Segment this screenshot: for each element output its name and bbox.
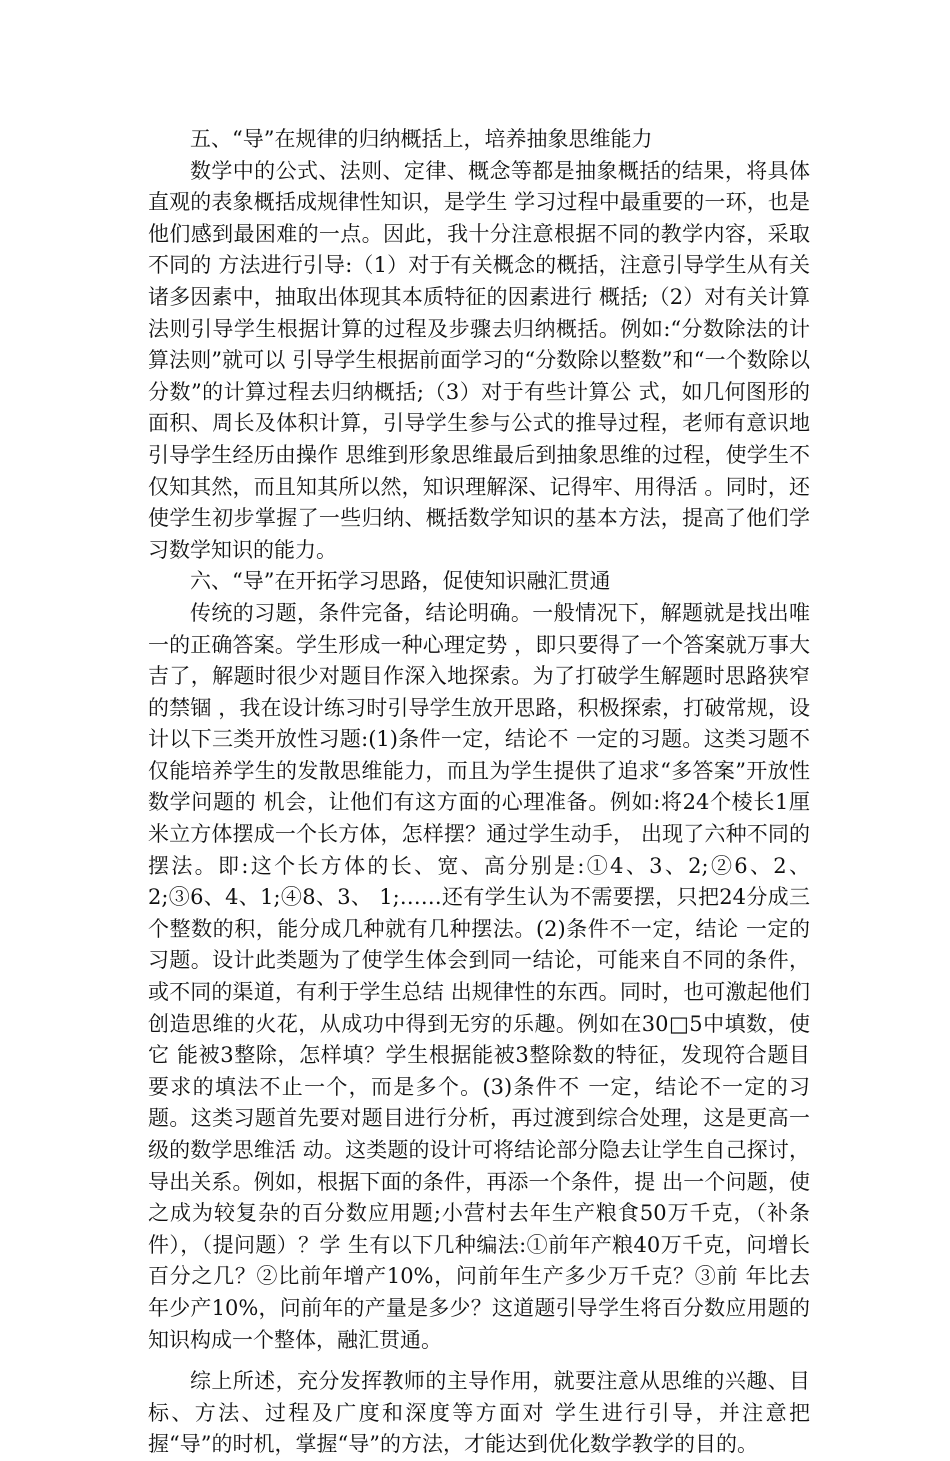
- section-6-paragraph: 传统的习题，条件完备，结论明确。一般情况下，解题就是找出唯一的正确答案。学生形成一种心理定势 ，即只要得了一个答案就万事大吉了，解题时很少对题目作深入地探索。为了打破学生解题时思路狭窄的禁锢 ，我在设计练习时引导学生放开思路，积极探索，打破常规，设计以下三类开放性习题:(1)条件一定，结论不 一定的习题。这类习题不仅能培养学生的发散思维能力，而且为学生提供了追求“多答案”开放性数学问题的 机会，让他们有这方面的心理准备。例如:将24个棱长1厘米立方体摆成一个长方体，怎样摆？通过学生动手， 出现了六种不同的摆法。即:这个长方体的长、宽、高分别是:①4、3、2;②6、2、2;③6、4、1;④8、3、 1;……还有学生认为不需要摆，只把24分成三个整数的积，能分成几种就有几种摆法。(2)条件不一定，结论 一定的习题。设计此类题为了使学生体会到同一结论，可能来自不同的条件，或不同的渠道，有利于学生总结 出规律性的东西。同时，也可激起他们创造思维的火花，从成功中得到无穷的乐趣。例如在30□5中填数，使它 能被3整除，怎样填？学生根据能被3整除数的特征，发现符合题目要求的填法不止一个，而是多个。(3)条件不 一定，结论不一定的习题。这类习题首先要对题目进行分析，再过渡到综合处理，这是更高一级的数学思维活 动。这类题的设计可将结论部分隐去让学生自己探讨，导出关系。例如，根据下面的条件，再添一个条件，提 出一个问题，使之成为较复杂的百分数应用题;小营村去年生产粮食50万千克，（补条件），（提问题）？学 生有以下几种编法:①前年产粮40万千克，问增长百分之几？②比前年增产10%，问前年生产多少万千克？③前 年比去年少产10%，问前年的产量是多少？这道题引导学生将百分数应用题的知识构成一个整体，融汇贯通。: [148, 600, 810, 1352]
- conclusion-paragraph: 综上所述，充分发挥教师的主导作用，就要注意从思维的兴趣、目标、方法、过程及广度和深度等方面对 学生进行引导，并注意把握“导”的时机，掌握“导”的方法，才能达到优化数学教学的目的。: [148, 1369, 810, 1457]
- document-body: [148, 124, 810, 1461]
- section-5-paragraph: 数学中的公式、法则、定律、概念等都是抽象概括的结果，将具体直观的表象概括成规律性知识，是学生 学习过程中最重要的一环，也是他们感到最困难的一点。因此，我十分注意根据不同的教学内容，采取不同的 方法进行引导:（1）对于有关概念的概括，注意引导学生从有关诸多因素中，抽取出体现其本质特征的因素进行 概括;（2）对有关计算法则引导学生根据计算的过程及步骤去归纳概括。例如:“分数除法的计算法则”就可以 引导学生根据前面学习的“分数除以整数”和“一个数除以分数”的计算过程去归纳概括;（3）对于有些计算公 式，如几何图形的面积、周长及体积计算，引导学生参与公式的推导过程，老师有意识地引导学生经历由操作 思维到形象思维最后到抽象思维的过程，使学生不仅知其然，而且知其所以然，知识理解深、记得牢、用得活 。同时，还使学生初步掌握了一些归纳、概括数学知识的基本方法，提高了他们学习数学知识的能力。: [148, 158, 810, 562]
- section-6-heading: 六、“导”在开拓学习思路，促使知识融汇贯通: [190, 569, 611, 594]
- section-5-heading: 五、“导”在规律的归纳概括上，培养抽象思维能力: [190, 127, 653, 151]
